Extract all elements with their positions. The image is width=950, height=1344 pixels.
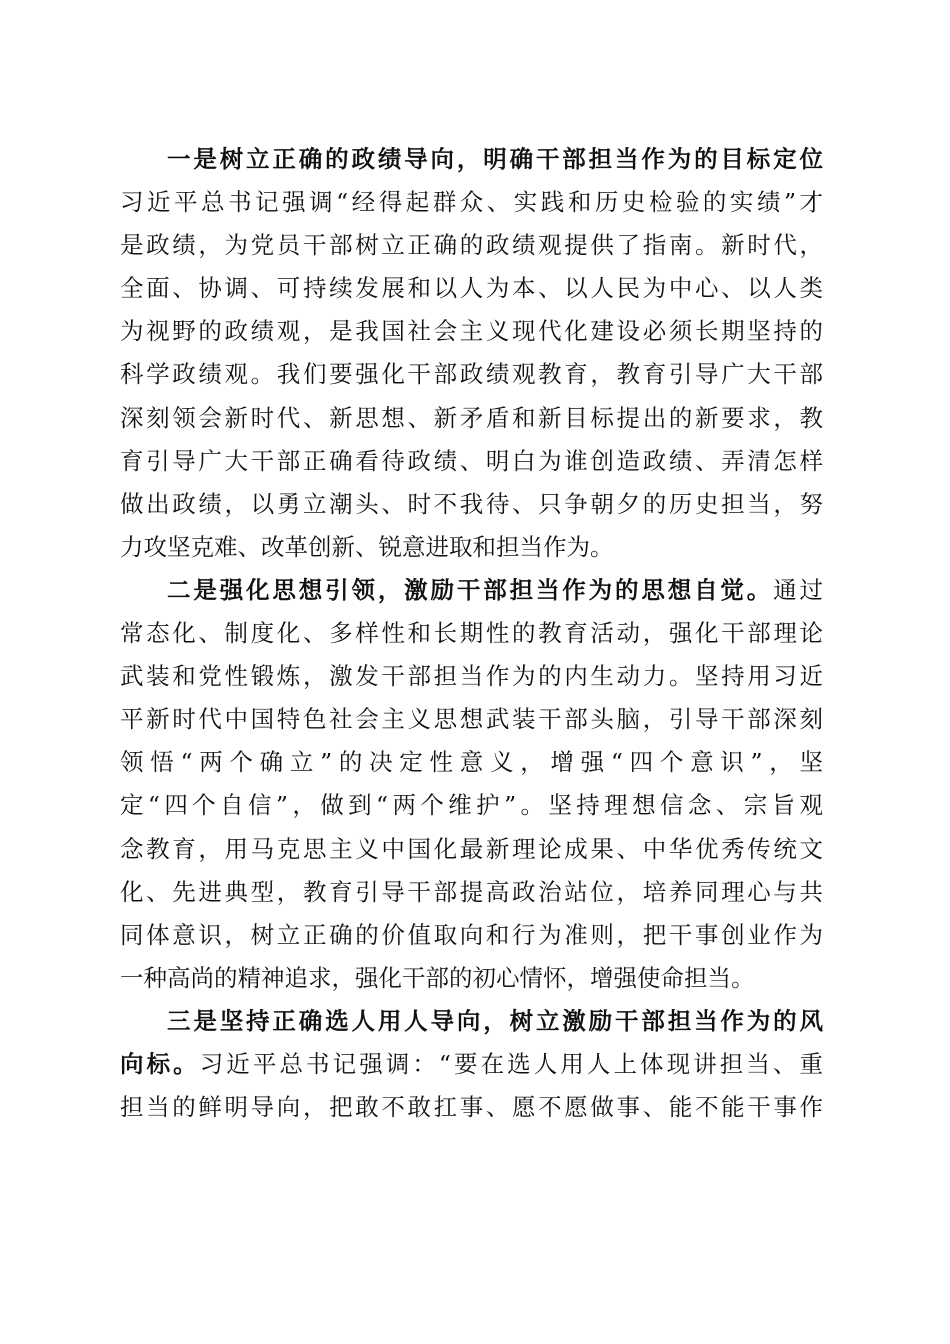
paragraph-2-line: 念教育，用马克思主义中国化最新理论成果、中华优秀传统文 [120,834,823,863]
paragraph-1-line: 是政绩，为党员干部树立正确的政绩观提供了指南。新时代， [120,231,823,260]
paragraph-2-first-line [120,569,823,612]
paragraph-2-line: 化、先进典型，教育引导干部提高政治站位，培养同理心与共 [120,877,823,906]
paragraph-2-line: 平新时代中国特色社会主义思想武装干部头脑，引导干部深刻 [120,705,823,734]
paragraph-3-heading-end: 向标。 [120,1049,200,1078]
paragraph-2-heading: 二是强化思想引领，激励干部担当作为的思想自觉。 [167,575,774,604]
paragraph-1-line: 为视野的政绩观，是我国社会主义现代化建设必须长期坚持的 [120,317,823,346]
paragraph-1-line: 科学政绩观。我们要强化干部政绩观教育，教育引导广大干部 [120,360,823,389]
paragraph-1-line: 深刻领会新时代、新思想、新矛盾和新目标提出的新要求，教 [120,403,823,432]
paragraph-2-line: 一种高尚的精神追求，强化干部的初心情怀，增强使命担当。 [120,963,755,992]
paragraph-2-line: 武装和党性锻炼，激发干部担当作为的内生动力。坚持用习近 [120,662,823,691]
paragraph-1-line: 做出政绩，以勇立潮头、时不我待、只争朝夕的历史担当，努 [120,489,823,518]
paragraph-2-line: 同体意识，树立正确的价值取向和行为准则，把干事创业作为 [120,920,823,949]
paragraph-2-line: 定“四个自信”，做到“两个维护”。坚持理想信念、宗旨观 [120,791,823,820]
paragraph-1-line: 力攻坚克难、改革创新、锐意进取和担当作为。 [120,532,614,561]
paragraph-1-line: 育引导广大干部正确看待政绩、明白为谁创造政绩、弄清怎样 [120,446,823,475]
paragraph-3-heading: 三是坚持正确选人用人导向，树立激励干部担当作为的风 [167,1006,823,1035]
document-page [120,138,823,1129]
paragraph-1-heading: 一是树立正确的政绩导向，明确干部担当作为的目标定位 [167,145,823,173]
paragraph-3-text: 习近平总书记强调：“要在选人用人上体现讲担当、重 [199,1049,823,1078]
paragraph-2-lead-text: 通过 [773,575,823,604]
paragraph-3-line [120,1043,823,1086]
paragraph-2-line: 领悟“两个确立”的决定性意义，增强“四个意识”，坚 [120,748,823,777]
paragraph-2-line: 常态化、制度化、多样性和长期性的教育活动，强化干部理论 [120,619,823,648]
paragraph-3-line: 担当的鲜明导向，把敢不敢扛事、愿不愿做事、能不能干事作 [120,1093,823,1122]
paragraph-1-line: 全面、协调、可持续发展和以人为本、以人民为中心、以人类 [120,274,823,303]
paragraph-1-line: 习近平总书记强调“经得起群众、实践和历史检验的实绩”才 [120,188,823,217]
